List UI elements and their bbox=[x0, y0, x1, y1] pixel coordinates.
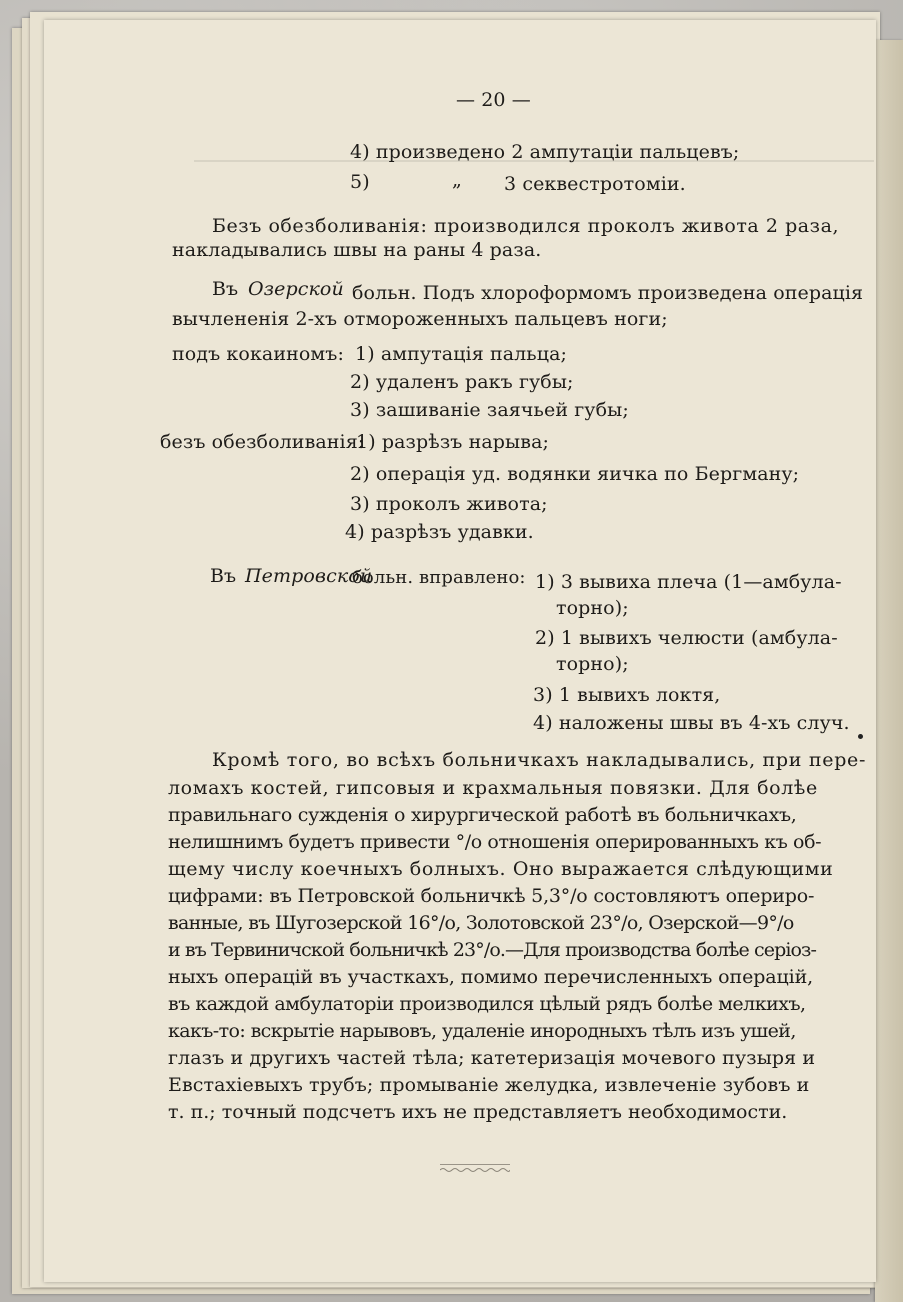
text-line: 2) удаленъ ракъ губы; bbox=[350, 371, 574, 393]
text-line: 1) ампутація пальца; bbox=[355, 343, 568, 365]
text-line: торно); bbox=[556, 597, 629, 619]
text-line: щему числу коечныхъ болныхъ. Оно выражается слѣдующими bbox=[168, 858, 834, 880]
text-line: глазъ и другихъ частей тѣла; катетеризація мочевого пузыря и bbox=[168, 1047, 816, 1069]
text-line: 4) разрѣзъ удавки. bbox=[345, 521, 534, 543]
facing-page-edge bbox=[875, 40, 903, 1302]
text-line: 1) 3 вывиха плеча (1—амбула- bbox=[535, 571, 842, 593]
text-line: 3) зашиваніе заячьей губы; bbox=[350, 399, 629, 421]
text-line: „ bbox=[452, 169, 462, 191]
text-line: 3 секвестротоміи. bbox=[504, 173, 686, 195]
text-line: торно); bbox=[556, 653, 629, 675]
text-line: ныхъ операцій въ участкахъ, помимо перечисленныхъ операцій, bbox=[168, 966, 814, 988]
text-line: 2) 1 вывихъ челюсти (амбула- bbox=[535, 627, 838, 649]
text-line: 4) произведено 2 ампутаціи пальцевъ; bbox=[350, 141, 740, 163]
text-line: больн. Подъ хлороформомъ произведена операція bbox=[352, 282, 864, 304]
text-line: въ каждой амбулаторіи производился цѣлый рядъ болѣе мелкихъ, bbox=[168, 993, 806, 1015]
text-line: ванные, въ Шугозерской 16°/о, Золотовской 23°/о, Озерской—9°/о bbox=[168, 912, 794, 934]
hospital-name: Озерской bbox=[248, 278, 344, 300]
text-line: и въ Тервиничской больничкѣ 23°/о.—Для производства болѣе серіоз- bbox=[168, 939, 817, 961]
text-line: Въ bbox=[210, 565, 237, 587]
text-line: Евстахіевыхъ трубъ; промываніе желудка, извлеченіе зубовъ и bbox=[168, 1074, 810, 1096]
text-line: подъ кокаиномъ: bbox=[172, 343, 344, 365]
text-line: правильнаго сужденія о хирургической работѣ въ больничкахъ, bbox=[168, 804, 797, 826]
ink-speck bbox=[858, 734, 863, 739]
text-line: ломахъ костей, гипсовыя и крахмальныя повязки. Для болѣе bbox=[168, 777, 818, 799]
page-number: — 20 — bbox=[456, 89, 531, 111]
text-line: 5) bbox=[350, 171, 370, 193]
text-line: Кромѣ того, во всѣхъ больничкахъ накладывались, при пере- bbox=[212, 749, 867, 771]
text-line: безъ обезболиванія: bbox=[160, 431, 365, 453]
text-line: 4) наложены швы въ 4-хъ случ. bbox=[533, 712, 850, 734]
text-line: Въ bbox=[212, 278, 239, 300]
hospital-name: Петровской bbox=[245, 565, 373, 587]
text-line: вычлененія 2-хъ отмороженныхъ пальцевъ ноги; bbox=[172, 308, 668, 330]
text-line: 2) операція уд. водянки яичка по Бергману; bbox=[350, 463, 800, 485]
text-line: 1) разрѣзъ нарыва; bbox=[356, 431, 550, 453]
text-line: больн. вправлено: bbox=[352, 567, 526, 588]
wavy-divider bbox=[440, 1158, 510, 1165]
text-line: нелишнимъ будетъ привести °/о отношенія оперированныхъ къ об- bbox=[168, 831, 822, 853]
text-line: цифрами: въ Петровской больничкѣ 5,3°/о состовляютъ опериро- bbox=[168, 885, 815, 907]
text-line: какъ-то: вскрытіе нарывовъ, удаленіе инородныхъ тѣлъ изъ ушей, bbox=[168, 1020, 796, 1042]
text-line: накладывались швы на раны 4 раза. bbox=[172, 239, 542, 261]
text-line: т. п.; точный подсчетъ ихъ не представляетъ необходимости. bbox=[168, 1101, 788, 1123]
text-line: Безъ обезболиванія: производился проколъ живота 2 раза, bbox=[212, 215, 840, 237]
text-line: 3) 1 вывихъ локтя, bbox=[533, 684, 721, 706]
text-line: 3) проколъ живота; bbox=[350, 493, 548, 515]
